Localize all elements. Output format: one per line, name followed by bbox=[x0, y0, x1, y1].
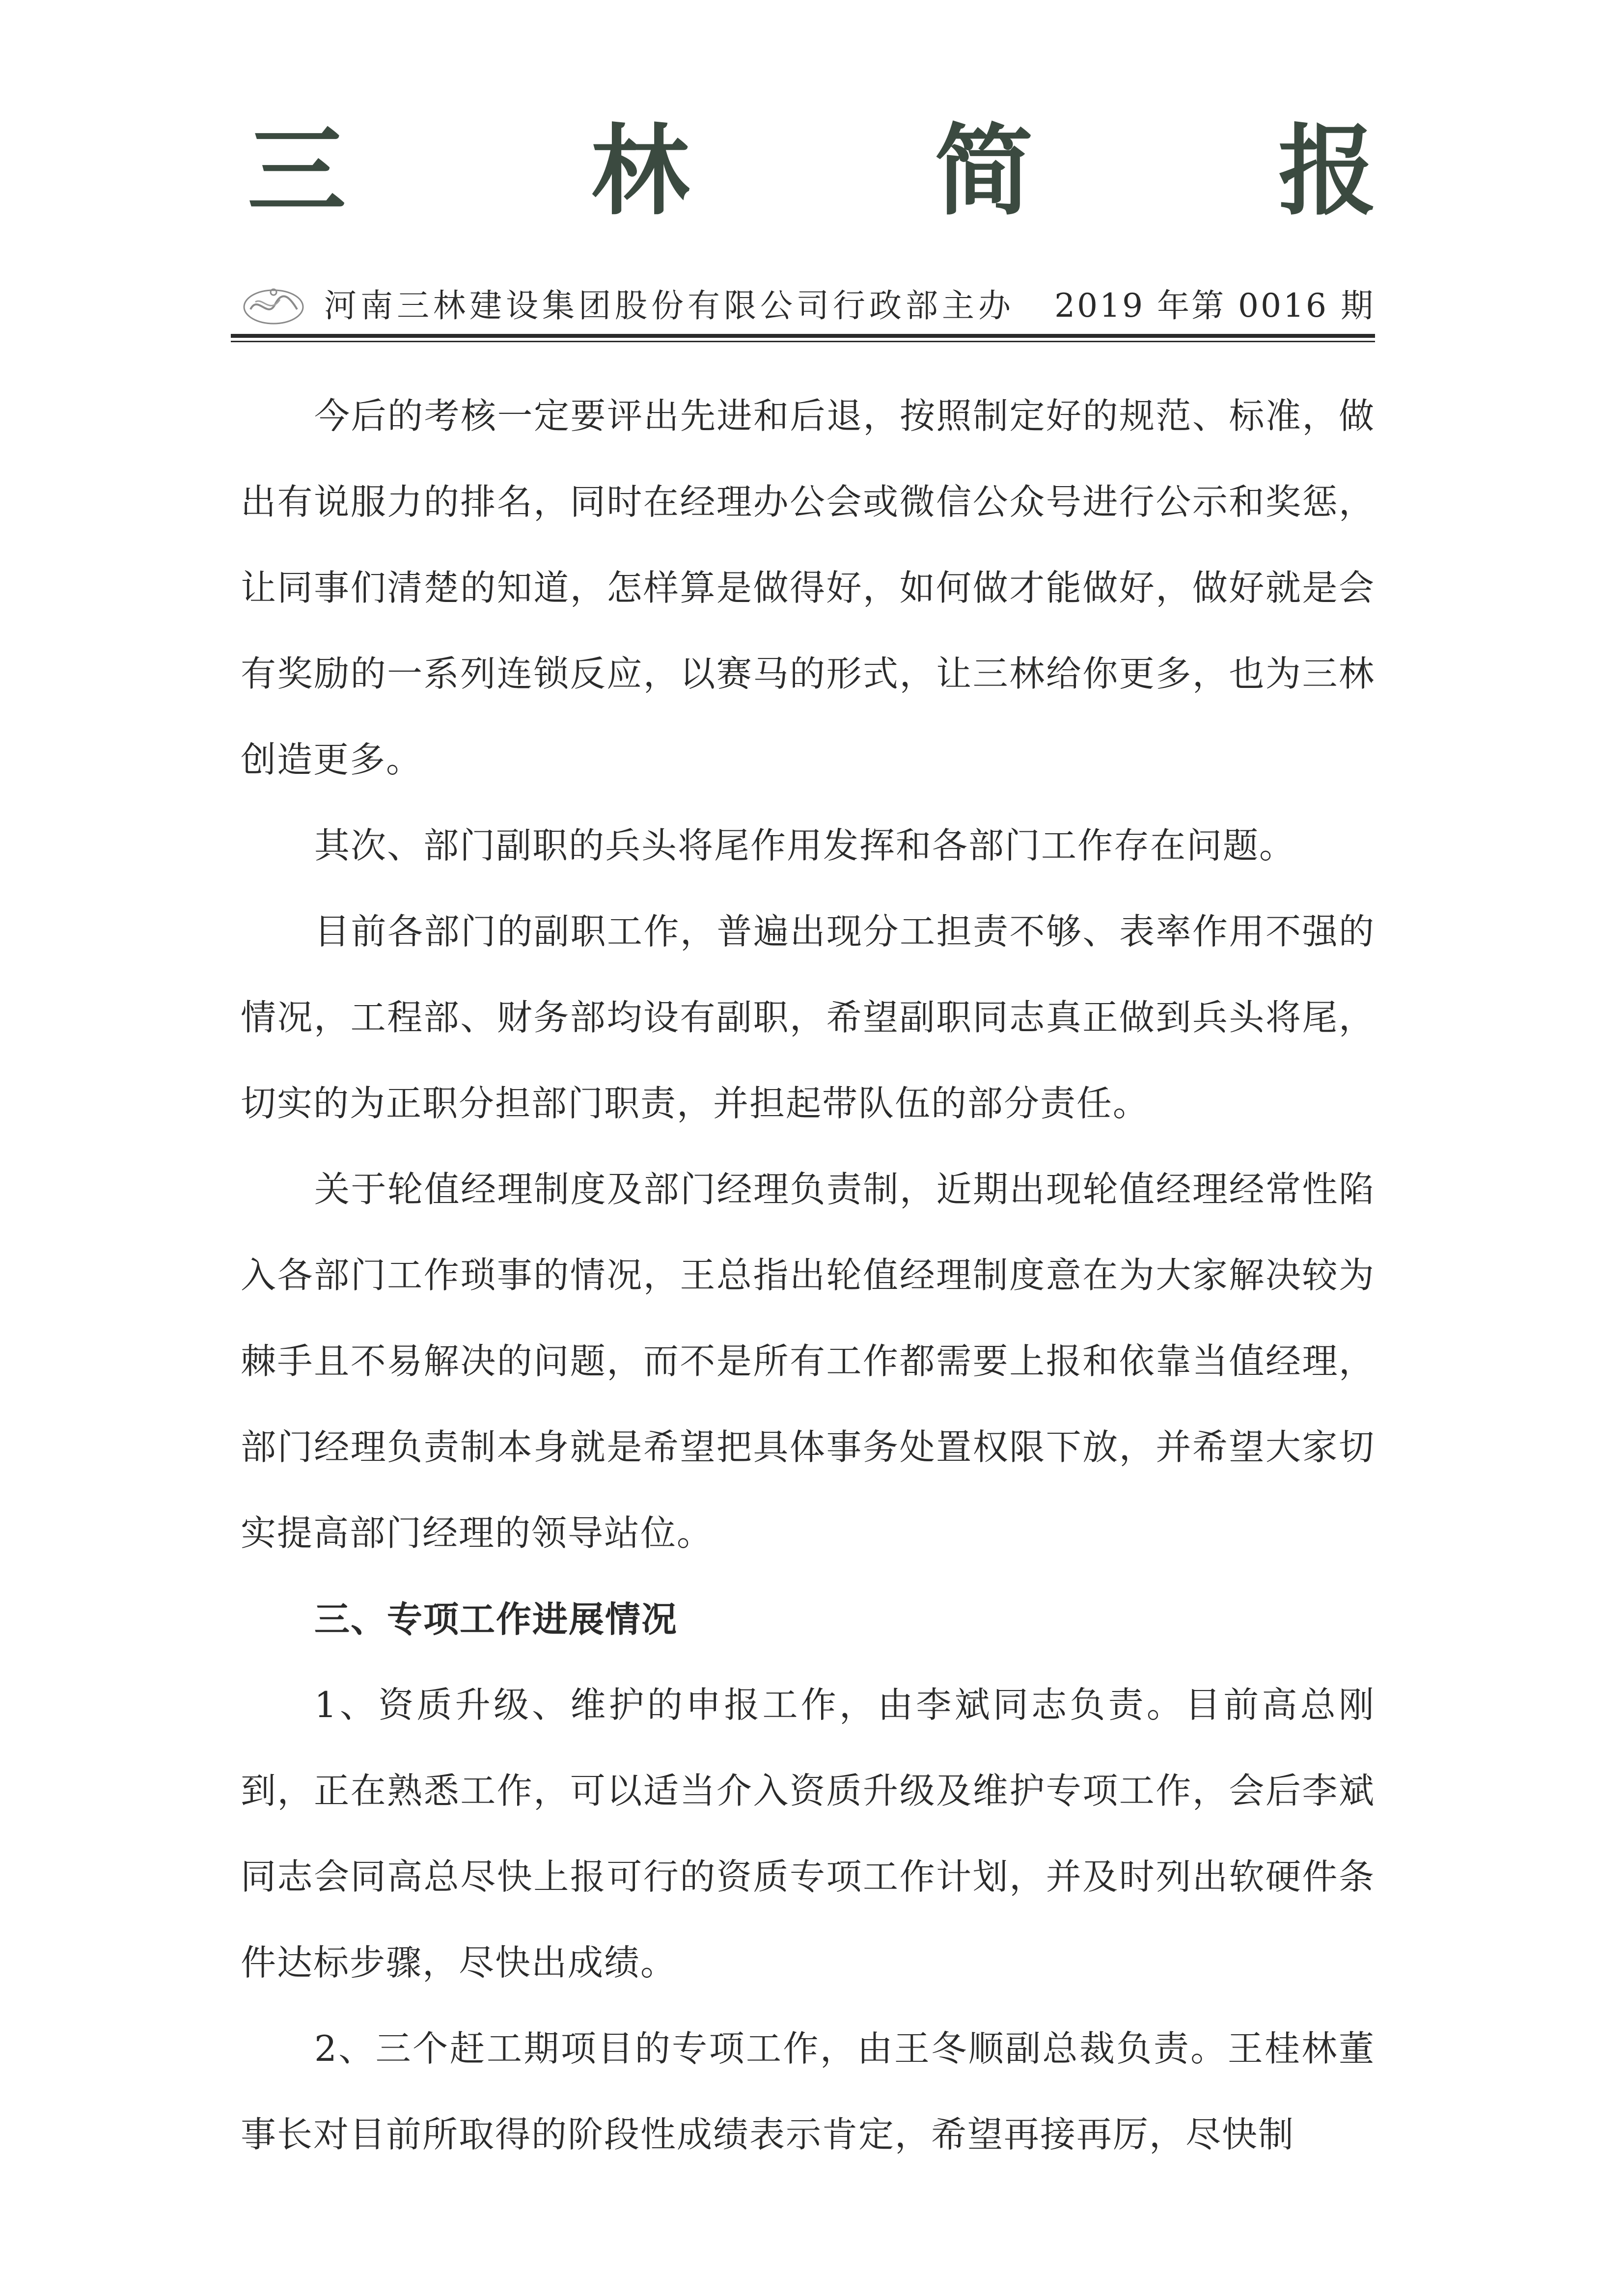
paragraph-deputy-issue: 其次、部门副职的兵头将尾作用发挥和各部门工作存在问题。 bbox=[314, 825, 1296, 866]
issue-number: 2019 年第 0016 期 bbox=[1054, 287, 1375, 325]
header-divider bbox=[231, 334, 1375, 342]
section-heading-special-projects: 三、专项工作进展情况 bbox=[314, 1598, 678, 1640]
paragraph-rotating-manager: 关于轮值经理制度及部门经理负责制，近期出现轮值经理经常性陷入各部门工作琐事的情况，王总指出轮值经理制度意在为大家解决较为棘手且不易解决的问题，而不是所有工作都需要上报和依靠当值经理，部门经理负责制本身就是希望把具体事务处置权限下放，并希望大家切实提高部门经理的领导站位。 bbox=[241, 1169, 1375, 1554]
bulletin-body bbox=[241, 373, 1375, 2178]
paragraph-schedule-projects: 2、三个赶工期项目的专项工作，由王冬顺副总裁负责。王桂林董事长对目前所取得的阶段性成绩表示肯定，希望再接再厉，尽快制 bbox=[241, 2028, 1375, 2155]
paragraph-evaluation: 今后的考核一定要评出先进和后退，按照制定好的规范、标准，做出有说服力的排名，同时在经理办公会或微信公众号进行公示和奖惩，让同事们清楚的知道，怎样算是做得好，如何做才能做好，做好就是会有奖励的一系列连锁反应，以赛马的形式，让三林给你更多，也为三林创造更多。 bbox=[241, 395, 1375, 780]
bulletin-header bbox=[231, 275, 1375, 334]
bulletin-title: 三 林 简 报 bbox=[248, 114, 1482, 229]
paragraph-qualification: 1、资质升级、维护的申报工作，由李斌同志负责。目前高总刚到，正在熟悉工作，可以适当介入资质升级及维护专项工作，会后李斌同志会同高总尽快上报可行的资质专项工作计划，并及时列出软硬件条件达标步骤，尽快出成绩。 bbox=[241, 1684, 1375, 1983]
sanlin-logo-icon bbox=[241, 282, 307, 329]
organizer-line: 河南三林建设集团股份有限公司行政部主办 bbox=[324, 287, 1015, 325]
paragraph-deputy-work: 目前各部门的副职工作，普遍出现分工担责不够、表率作用不强的情况，工程部、财务部均设有副职，希望副职同志真正做到兵头将尾，切实的为正职分担部门职责，并担起带队伍的部分责任。 bbox=[241, 911, 1375, 1124]
